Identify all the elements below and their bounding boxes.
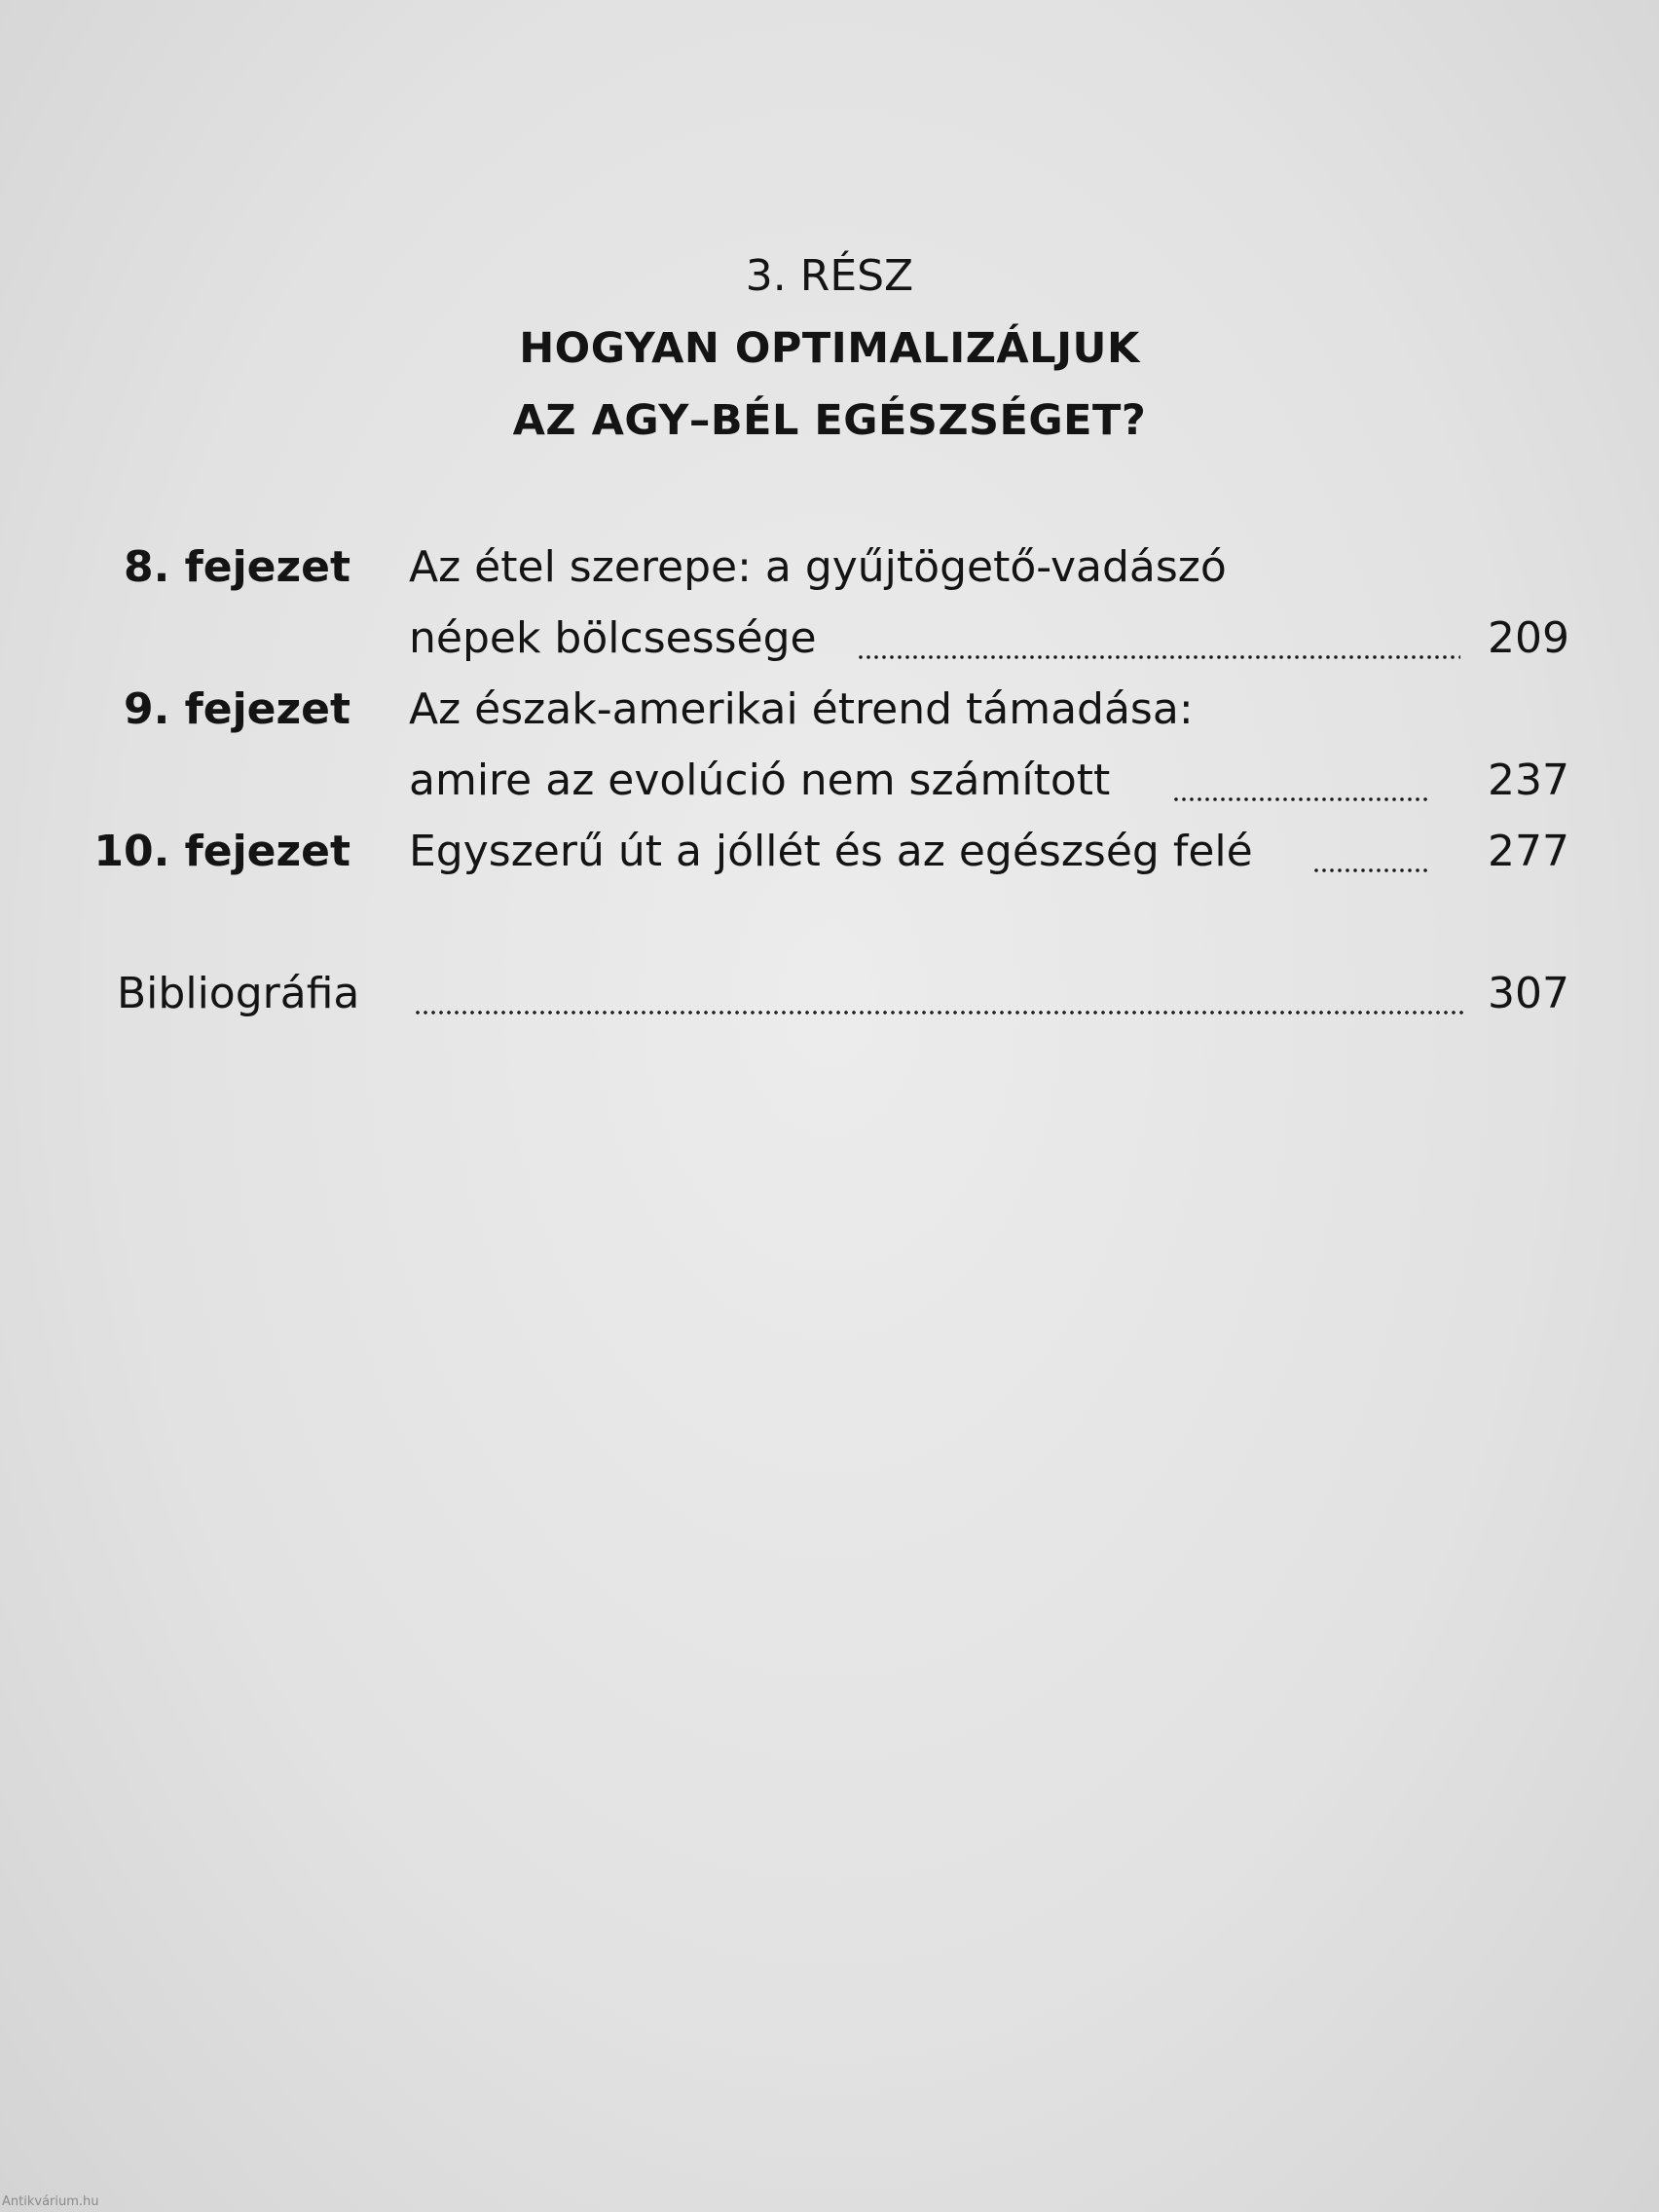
part-title-line-1: HOGYAN OPTIMALIZÁLJUK	[519, 324, 1140, 373]
part-title-line-2: AZ AGY–BÉL EGÉSZSÉGET?	[512, 396, 1147, 445]
dot-leader	[1172, 796, 1427, 802]
chapter-title-line-1: Egyszerű út a jóllét és az egészség felé	[409, 827, 1253, 876]
part-label: 3. RÉSZ	[745, 251, 914, 301]
chapter-label: 8. fejezet	[123, 542, 350, 592]
dot-leader	[857, 654, 1460, 660]
dot-leader	[414, 1010, 1465, 1015]
watermark: Antikvárium.hu	[2, 2194, 99, 2209]
bibliography-label: Bibliográfia	[117, 969, 360, 1018]
page-number: 209	[1488, 613, 1569, 663]
chapter-title-line-1: Az étel szerepe: a gyűjtögető-vadászó	[409, 542, 1227, 592]
chapter-title-line-2: népek bölcsessége	[409, 613, 817, 663]
chapter-label: 10. fejezet	[93, 827, 350, 876]
dot-leader	[1312, 867, 1427, 873]
chapter-label: 9. fejezet	[123, 684, 350, 734]
page-number: 277	[1488, 827, 1569, 876]
chapter-title-line-1: Az észak-amerikai étrend támadása:	[409, 684, 1194, 734]
chapter-title-line-2: amire az evolúció nem számított	[409, 756, 1111, 805]
page-number: 237	[1488, 756, 1569, 805]
page-number: 307	[1488, 969, 1569, 1018]
